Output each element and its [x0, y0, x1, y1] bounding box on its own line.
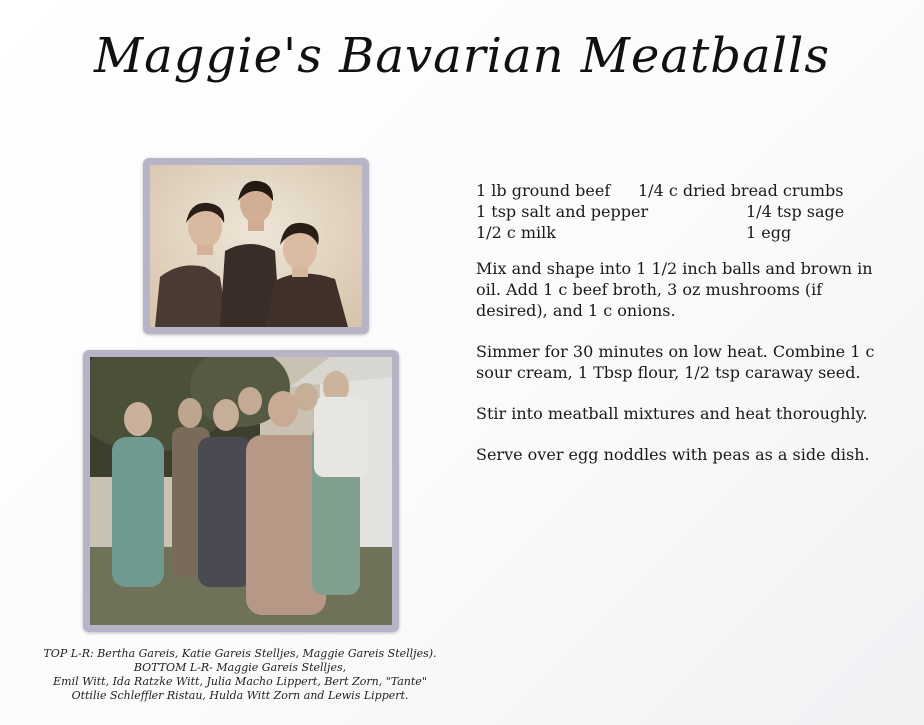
instruction-step: Serve over egg noddles with peas as a side dish.: [476, 445, 870, 464]
top-family-photo: [150, 165, 362, 327]
ingredient-left: 1 lb ground beef: [476, 181, 611, 200]
caption-line: Emil Witt, Ida Ratzke Witt, Julia Macho Lippert, Bert Zorn, "Tante": [53, 675, 427, 688]
recipe-instructions: [476, 258, 876, 485]
instruction-step: Stir into meatball mixtures and heat thoroughly.: [476, 404, 868, 423]
top-photo-frame: [143, 158, 369, 334]
ingredients-list: [476, 180, 876, 243]
instruction-step: Simmer for 30 minutes on low heat. Combine 1 c sour cream, 1 Tbsp flour, 1/2 tsp caraway seed.: [476, 342, 875, 382]
caption-line: BOTTOM L-R- Maggie Gareis Stelljes,: [133, 661, 347, 674]
bottom-photo-frame: [83, 350, 399, 632]
ingredient-row: [476, 201, 876, 222]
ingredient-left: 1 tsp salt and pepper: [476, 202, 649, 221]
bottom-family-photo: [90, 357, 392, 625]
ingredient-left: 1/2 c milk: [476, 223, 556, 242]
photo-caption: [0, 647, 480, 703]
ingredient-right: 1 egg: [746, 223, 792, 242]
instruction-step: Mix and shape into 1 1/2 inch balls and brown in oil. Add 1 c beef broth, 3 oz mushrooms (if desired), and 1 c onions.: [476, 259, 873, 320]
ingredient-right: 1/4 tsp sage: [746, 202, 845, 221]
caption-line: TOP L-R: Bertha Gareis, Katie Gareis Stelljes, Maggie Gareis Stelljes).: [43, 647, 437, 660]
recipe-title: Maggie's Bavarian Meatballs: [94, 28, 830, 84]
caption-line: Ottilie Schleffler Ristau, Hulda Witt Zorn and Lewis Lippert.: [71, 689, 409, 702]
ingredient-row: [476, 180, 876, 201]
ingredient-row: [476, 222, 876, 243]
ingredient-right: 1/4 c dried bread crumbs: [638, 181, 844, 200]
